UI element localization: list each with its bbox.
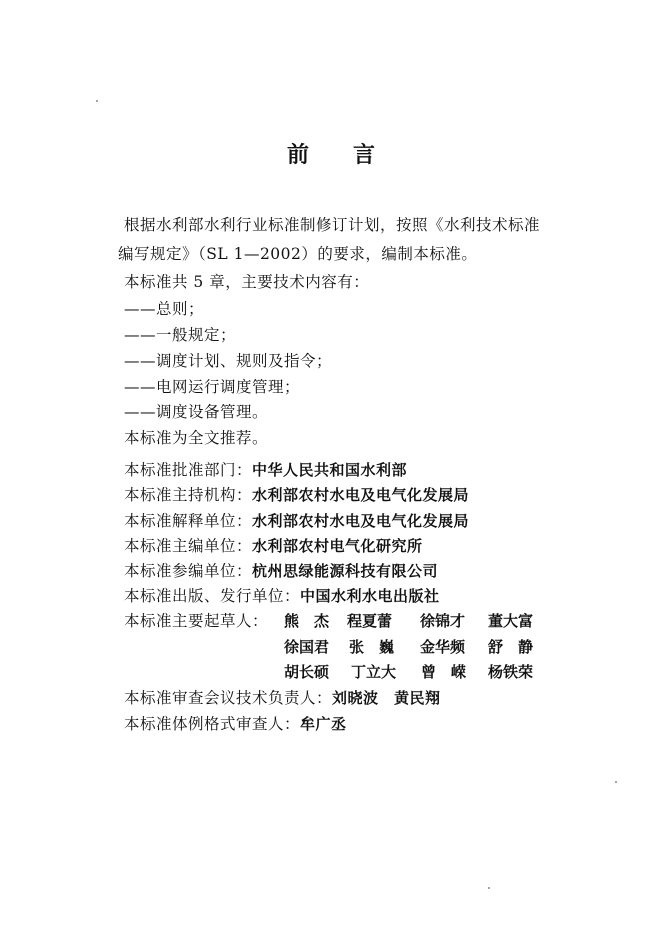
credit-value: 水利部农村电气化研究所 bbox=[252, 537, 423, 555]
credit-label: 本标准解释单位： bbox=[124, 512, 253, 530]
credit-value: 水利部农村水电及电气化发展局 bbox=[252, 512, 470, 530]
drafter-name: 程夏蕾 bbox=[347, 612, 393, 630]
credit-format bbox=[124, 714, 347, 734]
credit-value: 中国水利水电出版社 bbox=[300, 587, 440, 605]
intro-line-1: 根据水利部水利行业标准制修订计划，按照《水利技术标准 bbox=[124, 216, 541, 234]
drafter-name: 丁立大 bbox=[351, 663, 397, 681]
drafters-row bbox=[0, 662, 662, 682]
intro-chapters: 本标准共 5 章，主要技术内容有： bbox=[124, 273, 370, 291]
credit-chief bbox=[124, 536, 423, 556]
credit-label: 本标准审查会议技术负责人： bbox=[124, 689, 333, 707]
credit-value: 牟广丞 bbox=[300, 715, 347, 733]
credit-label: 本标准出版、发行单位： bbox=[124, 587, 301, 605]
drafter-name: 曾 嵘 bbox=[421, 663, 467, 681]
credit-label: 本标准主编单位： bbox=[124, 537, 253, 555]
title-char-1: 前 bbox=[286, 143, 309, 168]
list-item: ——调度计划、规则及指令； bbox=[124, 352, 333, 370]
drafters-row bbox=[0, 637, 662, 657]
list-item: ——电网运行调度管理； bbox=[124, 378, 301, 396]
drafter-name: 徐国君 bbox=[284, 638, 330, 656]
drafter-name: 徐锦才 bbox=[420, 612, 466, 630]
credit-value: 杭州思绿能源科技有限公司 bbox=[252, 562, 439, 580]
page-title bbox=[0, 138, 662, 169]
intro-recommend: 本标准为全文推荐。 bbox=[124, 429, 269, 447]
list-item: ——一般规定； bbox=[124, 326, 237, 344]
drafters-row bbox=[0, 611, 662, 631]
drafter-name: 董大富 bbox=[488, 612, 534, 630]
drafter-name: 熊 杰 bbox=[284, 612, 330, 630]
credit-interpret bbox=[124, 511, 469, 531]
title-char-2: 言 bbox=[353, 143, 376, 168]
drafter-name: 胡长硕 bbox=[284, 663, 330, 681]
credit-label: 本标准主持机构： bbox=[124, 486, 253, 504]
credit-drafters-label: 本标准主要起草人： bbox=[124, 612, 269, 630]
drafter-name: 舒 静 bbox=[488, 638, 534, 656]
credit-review bbox=[124, 688, 441, 708]
credit-value: 水利部农村水电及电气化发展局 bbox=[252, 486, 470, 504]
credit-value: 刘晓波 黄民翔 bbox=[332, 689, 441, 707]
intro-line-2: 编写规定》（SL 1—2002）的要求，编制本标准。 bbox=[118, 245, 478, 263]
drafter-name: 张 巍 bbox=[349, 638, 395, 656]
credit-approve bbox=[124, 460, 407, 480]
credit-host bbox=[124, 485, 469, 505]
drafter-name: 杨铁荣 bbox=[488, 663, 534, 681]
credit-participate bbox=[124, 561, 438, 581]
scan-speck bbox=[96, 100, 98, 102]
scan-speck bbox=[488, 887, 490, 889]
drafter-name: 金华频 bbox=[420, 638, 466, 656]
list-item: ——总则； bbox=[124, 300, 205, 318]
list-item: ——调度设备管理。 bbox=[124, 403, 269, 421]
credit-label: 本标准参编单位： bbox=[124, 562, 253, 580]
credit-publisher bbox=[124, 586, 440, 606]
credit-label: 本标准体例格式审查人： bbox=[124, 715, 301, 733]
scan-speck bbox=[615, 781, 617, 783]
credit-value: 中华人民共和国水利部 bbox=[252, 461, 408, 479]
credit-label: 本标准批准部门： bbox=[124, 461, 253, 479]
